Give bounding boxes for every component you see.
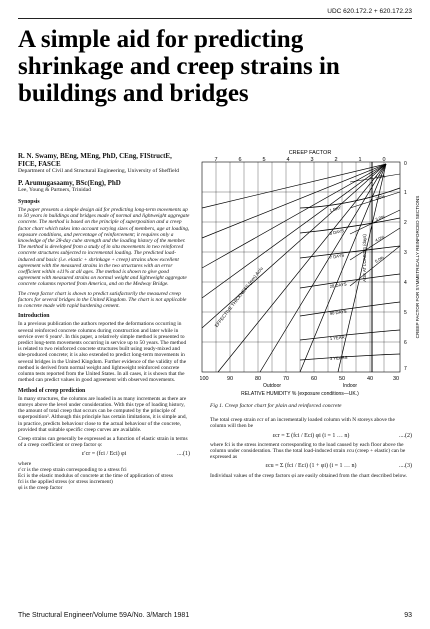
bottom-tick: 70 [282,376,290,382]
right-tick: 3 [404,250,407,256]
affiliation-1: Department of Civil and Structural Engineering, University of Sheffield [18,168,179,174]
method-paragraph: In many structures, the columns are loaded in as many increments as there are storeys above the level under consideration. With this type of loading history, the amount of total creep that occurs can be computed by the principle of superposition². Although this principle has certain limitations, it is simple and, in practice, predicts behaviour close to the actual behaviour of the concrete, provided that suitable specific creep curves are available. [18,395,187,433]
chart-svg [200,148,426,398]
top-tick: 7 [214,157,218,163]
top-tick: 4 [286,157,290,163]
figure-caption: Fig 1. Creep factor chart for plain and reinforced concrete [210,403,342,409]
right-paragraph-2: where fci is the stress increment corresponding to the load caused by each floor above the column under consideration. Thus the total load-induced strain εcu (creep + elastic) can be expressed as [210,441,406,461]
equation-2-number: ....(2) [399,432,412,439]
bottom-label-outdoor: Outdoor [262,383,282,389]
age-label: 1 YEAR [329,334,345,341]
bottom-tick: 40 [366,376,374,382]
synopsis-heading: Synopsis [18,198,40,205]
top-tick: 0 [382,157,386,163]
bottom-tick: 100 [200,376,209,382]
right-column [210,403,412,482]
right-tick: 1 [404,190,407,196]
right-tick: 7 [404,366,407,372]
bottom-tick: 50 [338,376,346,382]
bottom-tick: 90 [226,376,234,382]
top-tick: 3 [310,157,314,163]
right-tick: 0 [404,161,407,167]
equation-2-body: εcr = Σ (fci / Eci) φi (i = 1 … n) [272,432,350,439]
article-title: A simple aid for predicting shrinkage and creep strains in buildings and bridges [18,26,340,107]
age-curves [300,188,400,360]
top-tick: 1 [358,157,362,163]
left-column [18,152,190,492]
affiliation-2: Lee, Young & Partners, Trinidad [18,187,91,194]
age-labels [329,205,348,361]
fan-lines [202,164,386,372]
bottom-tick: 60 [310,376,318,382]
grid-vertical [213,162,384,372]
page-number: 93 [404,612,412,619]
thickness-label: EFFECTIVE THICKNESS (mm) Ac/u [213,265,264,329]
equation-2 [210,433,412,439]
bottom-tick: 80 [254,376,262,382]
author-1: R. N. Swamy, BEng, MEng, PhD, CEng, FIStructE, FICE, FASCE [18,152,172,168]
where-label: where [18,460,32,467]
right-axis-label: CREEP FACTOR FOR SYMMETRICALLY REINFORCED SECTIONS [415,195,420,339]
equation-3-number: ....(3) [399,463,412,470]
right-paragraph-1: The total creep strain εcr of an incrementally loaded column with N storeys above the column will then be [210,417,395,430]
equation-1-body: ε′cr = (fci / Eci) φi [81,451,127,458]
intro-paragraph: In a previous publication the authors reported the deformations occurring in several reinforced concrete columns during construction and later while in service over 6 years¹. In this paper, a relatively simple method is presented to predict long-term movements occurring in service up to 50 years. The method is related to two reinforced concrete structures built using ready-mixed and site-produced concrete; it is also extended to predict long-term movements in several bridges in the United Kingdom. Further evidence of the validity of the method is derived from normal weight and lightweight reinforced concrete column tests reported from the United States. In all cases, it is shown that the method can predict values in good agreement with observed movements. [18,321,187,384]
equation-1 [18,451,190,457]
right-tick: 4 [404,280,407,286]
definition-1: ε′cr is the creep strain corresponding to a stress fci [18,466,127,473]
age-label: 28 DAYS [329,281,347,289]
udc-code: UDC 620.172.2 + 620.172.23 [327,8,412,15]
right-tick: 5 [404,310,407,316]
steel-label: 1.0% [375,173,386,180]
equation-1-number: ....(1) [177,451,190,458]
synopsis-paragraph-1: The paper presents a simple design aid for predicting long-term movements up to 50 years in buildings and bridges made of normal and lightweight aggregate concrete. The method is based on the principle of superposition and a creep factor chart which takes into account varying sizes of members, age at loading, exposure conditions, and percentage of reinforcement; it requires only a knowledge of the 28-day cube strength and the loading history of the member. The method is developed from a study of in situ movements in two reinforced concrete structures subjected to incremental loading. The predicted load-induced and basic (i.e. elastic + shrinkage + creep) strains show excellent agreement with the measured strains in the two structures with an error coefficient within ±11% at all ages. The method is shown to give good agreement with measured strains on normal weight and lightweight aggregate concrete columns reported from America, and on the Medway Bridge. [18,207,190,288]
top-tick: 2 [334,157,338,163]
age-label: 1 DAY [328,205,342,213]
right-tick: 2 [404,220,407,226]
steel-label: 4.0% [374,234,386,243]
journal-footer: The Structural Engineer/Volume 59A/No. 3/March 1981 [18,612,190,619]
bottom-axis-label: RELATIVE HUMIDITY % (exposure conditions—UK.) [241,391,359,397]
method-paragraph-2: Creep strains can generally be expressed as a function of elastic strain in terms of a creep coefficient or creep factor φ: [18,435,188,449]
method-heading: Method of creep prediction [18,387,86,394]
bottom-label-indoor: Indoor [342,383,358,389]
age-label: 90 DAYS [329,308,347,316]
creep-factor-chart [200,148,426,403]
age-label: 3 YEARS [329,354,348,361]
equation-3-body: εcu = Σ (fci / Eci) (1 + φi) (i = 1 … n) [265,463,357,470]
top-axis-label: CREEP FACTOR [288,150,332,156]
steel-label: 5.0% [374,254,385,264]
age-label: 3 DAYS [329,228,345,236]
steel-label: 3.0% [374,213,386,222]
bottom-ticks [200,376,399,382]
right-ticks [404,161,407,372]
age-label: 7 DAYS [329,252,345,260]
top-tick: 5 [262,157,266,163]
equation-3 [210,463,412,469]
synopsis-paragraph-2: The creep factor chart is shown to predict satisfactorily the measured creep factors for several bridges in the United Kingdom. The chart is not applicable to concrete made with rapid hardening cement. [18,290,187,310]
right-paragraph-3: Individual values of the creep factors φi are easily obtained from the chart described below. [210,472,408,479]
top-tick: 6 [238,157,242,163]
definition-4: φi is the creep factor [18,485,63,492]
header-rule [18,18,412,19]
age-axis-label: AGE AT LOADING (days) [362,234,367,282]
definition-3: fci is the applied stress (or stress increment) [18,479,113,486]
steel-label: 2.0% [374,193,386,201]
intro-heading: Introduction [18,313,50,320]
chart-frame [202,162,400,372]
author-2: P. Arumugasaamy, BSc(Eng), PhD [18,179,121,188]
right-tick: 6 [404,340,407,346]
bottom-tick: 30 [392,376,400,382]
grid-horizontal [202,192,400,342]
definition-2: Eci is the elastic modulus of concrete at the time of application of stress [18,472,173,479]
